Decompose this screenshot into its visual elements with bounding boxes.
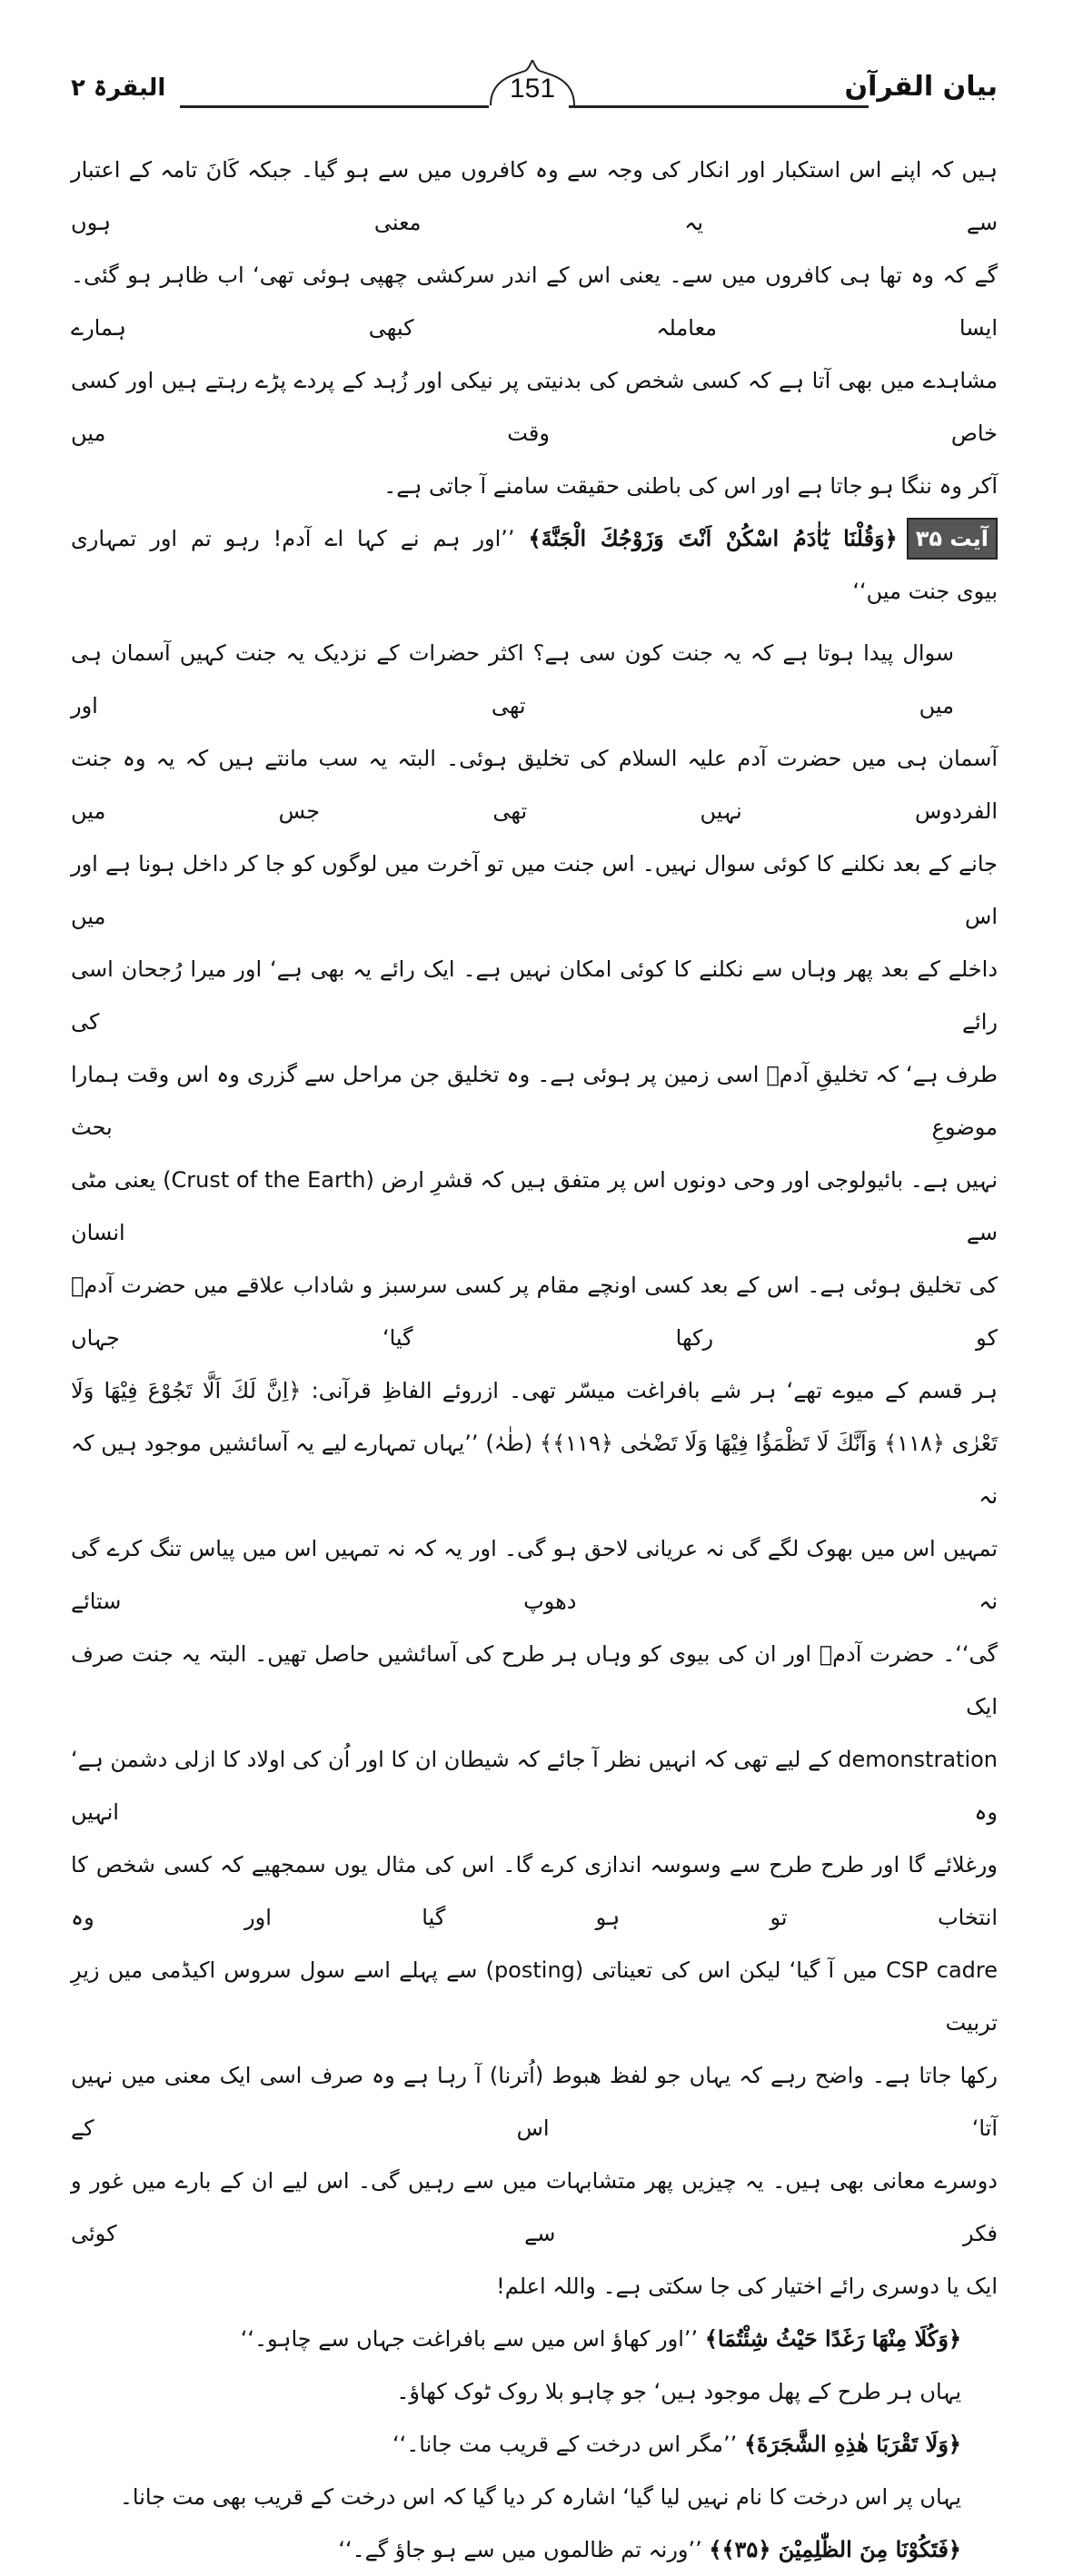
verse-translation: ’’ورنہ تم ظالموں میں سے ہو جاؤ گے۔‘‘: [338, 2537, 702, 2562]
verse-translation: ’’مگر اس درخت کے قریب مت جانا۔‘‘: [392, 2432, 738, 2457]
text-line: ہیں کہ اپنے اس استکبار اور انکار کی وجہ سے وہ کافروں میں سے ہو گیا۔ جبکہ کَانَ تامہ کے اعتبار سے یہ معنی ہوں: [71, 157, 998, 235]
text-line: داخلے کے بعد پھر وہاں سے نکلنے کا کوئی امکان نہیں ہے۔ ایک رائے یہ بھی ہے‘ اور میرا رُجحان اسی رائے کی: [71, 956, 998, 1035]
text-line: تمہیں اس میں بھوک لگے گی نہ عریانی لاحق ہو گی۔ اور یہ کہ نہ تمہیں اس میں پیاس تنگ کرے گی نہ دھوپ ستائے: [71, 1536, 998, 1614]
text-line: گی‘‘۔ حضرت آدمؑ اور ان کی بیوی کو وہاں ہر طرح کی آسائشیں حاصل تھیں۔ البتہ یہ جنت صرف ایک: [71, 1641, 998, 1719]
page-number: [489, 60, 576, 107]
text-line: طرف ہے‘ کہ تخلیقِ آدمؑ اسی زمین پر ہوئی ہے۔ وہ تخلیق جن مراحل سے گزری وہ اس وقت ہمارا موضوعِ بحث: [71, 1062, 998, 1140]
text-line: آکر وہ ننگا ہو جاتا ہے اور اس کی باطنی حقیقت سامنے آ جاتی ہے۔: [383, 473, 998, 499]
text-line: کی تخلیق ہوئی ہے۔ اس کے بعد کسی اونچے مقام پر کسی سرسبز و شاداب علاقے میں حضرت آدمؑ کو رکھا گیا‘ جہاں: [71, 1273, 999, 1351]
verse-comment: یہاں پر اس درخت کا نام نہیں لیا گیا‘ اشارہ کر دیا گیا کہ اس درخت کے قریب بھی مت جانا۔: [119, 2484, 961, 2510]
verse-line: [71, 2523, 961, 2576]
text-line: نہیں ہے۔ بائیولوجی اور وحی دونوں اس پر متفق ہیں کہ قشرِ ارض (Crust of the Earth) یعنی مٹی سے انسان: [71, 1167, 999, 1245]
ayah-arabic: ﴿وَقُلْنَا يٰٓاٰدَمُ اسْكُنْ اَنْتَ وَزَوْجُكَ الْجَنَّةَ﴾: [528, 525, 898, 551]
text-line: آسمان ہی میں حضرت آدم علیہ السلام کی تخلیق ہوئی۔ البتہ یہ سب مانتے ہیں کہ یہ وہ جنت الفردوس نہیں تھی جس میں: [71, 746, 998, 824]
verse-arabic: ﴿وَكُلَا مِنْهَا رَغَدًا حَيْثُ شِئْتُمَا﴾: [704, 2325, 961, 2352]
verse-commentary: [71, 2313, 998, 2576]
text-line: رکھا جاتا ہے۔ واضح رہے کہ یہاں جو لفظ ھبوط (اُترنا) آ رہا ہے وہ صرف اسی ایک معنی میں نہیں آتا‘ اس کے: [71, 2063, 998, 2141]
text-line: دوسرے معانی بھی ہیں۔ یہ چیزیں پھر متشابہات میں سے رہیں گی۔ اس لیے ان کے بارے میں غور و فکر سے کوئی: [71, 2168, 998, 2246]
surah-name: البقرۃ ۲: [71, 74, 166, 102]
text-line: ایک یا دوسری رائے اختیار کی جا سکتی ہے۔ واللہ اعلم!: [496, 2274, 998, 2299]
header-rule-right: [569, 105, 869, 108]
ayah-translation: ’’اور ہم نے کہا اے آدم! رہو تم اور تمہاری: [71, 526, 515, 551]
text-line: CSP cadre میں آ گیا‘ لیکن اس کی تعیناتی (posting) سے پہلے اسے سول سروس اکیڈمی میں زیرِ تربیت: [71, 1957, 999, 2036]
ayah-translation-cont: بیوی جنت میں‘‘: [852, 579, 998, 604]
verse-line: [71, 2313, 961, 2365]
verse-arabic: ﴿وَلَا تَقْرَبَا هٰذِهِ الشَّجَرَةَ﴾: [743, 2431, 961, 2457]
page-body: [71, 144, 998, 2576]
ayah-number-badge: آیت ۳۵: [907, 518, 998, 560]
paragraph-1: [71, 144, 998, 512]
paragraph-2: [71, 627, 998, 2313]
verse-arabic: ﴿فَتَكُوْنَا مِنَ الظّٰلِمِيْنَ ﴿۳۵﴾﴾: [709, 2536, 961, 2562]
text-line: جانے کے بعد نکلنے کا کوئی سوال نہیں۔ اس جنت میں تو آخرت میں لوگوں کو جا کر داخل ہونا ہے اور اس میں: [71, 851, 998, 929]
book-title: بیان القرآن: [844, 71, 998, 103]
text-line: تَعْرٰى ﴿۱۱۸﴾ وَاَنَّكَ لَا تَظْمَؤُا فِيْهَا وَلَا تَضْحٰى ﴿۱۱۹﴾﴾ (طٰہٰ) ’’یہاں تمہارے لیے یہ آسائشیں موجود ہیں کہ نہ: [71, 1431, 999, 1509]
text-line: سوال پیدا ہوتا ہے کہ یہ جنت کون سی ہے؟ اکثر حضرات کے نزدیک یہ جنت کہیں آسمان ہی میں تھی اور: [71, 640, 954, 718]
text-line: demonstration کے لیے تھی کہ انہیں نظر آ جائے کہ شیطان ان کا اور اُن کی اولاد کا ازلی دشمن ہے‘ وہ انہیں: [71, 1747, 998, 1825]
verse-translation: ’’اور کھاؤ اس میں سے بافراغت جہاں سے چاہو۔‘‘: [240, 2326, 699, 2352]
header-rule-left: [180, 105, 489, 108]
text-line: گے کہ وہ تھا ہی کافروں میں سے۔ یعنی اس کے اندر سرکشی چھپی ہوئی تھی‘ اب ظاہر ہو گئی۔ ایسا معاملہ کبھی ہمارے: [71, 263, 998, 341]
ayah-line: [71, 512, 998, 565]
text-line: ہر قسم کے میوے تھے‘ ہر شے بافراغت میسّر تھی۔ ازروئے الفاظِ قرآنی: ﴿اِنَّ لَكَ اَلَّا تَجُوْعَ فِيْهَا وَلَا: [71, 1378, 998, 1403]
page-number-text: 151: [509, 74, 556, 104]
ayah-block: [71, 512, 998, 618]
text-line: مشاہدے میں بھی آتا ہے کہ کسی شخص کی بدنیتی پر نیکی اور زُہد کے پردے پڑے رہتے ہیں اور کسی خاص وقت میں: [71, 368, 998, 446]
page-header: [71, 65, 998, 120]
text-line: ورغلائے گا اور طرح طرح سے وسوسہ اندازی کرے گا۔ اس کی مثال یوں سمجھیے کہ کسی شخص کا انتخاب تو ہو گیا اور وہ: [71, 1852, 998, 1930]
verse-comment: یہاں ہر طرح کے پھل موجود ہیں‘ جو چاہو بلا روک ٹوک کھاؤ۔: [396, 2379, 961, 2404]
verse-line: [71, 2418, 961, 2471]
